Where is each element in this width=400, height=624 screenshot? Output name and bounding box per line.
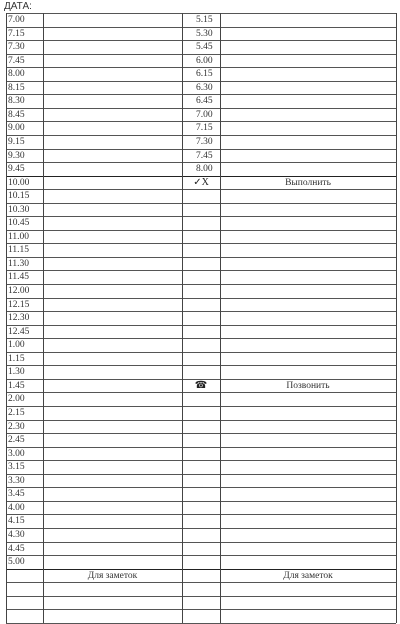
row-divider — [6, 609, 396, 610]
row-divider — [6, 542, 396, 543]
time-slot-right: 6.15 — [196, 69, 213, 80]
row-divider — [6, 298, 396, 299]
time-slot-left: 8.30 — [8, 96, 25, 107]
column-divider — [220, 13, 221, 623]
row-divider — [6, 460, 396, 461]
time-slot-left: 8.15 — [8, 82, 25, 93]
column-divider — [43, 13, 44, 623]
row-divider — [6, 487, 396, 488]
time-slot-left: 11.00 — [8, 231, 30, 242]
row-divider — [6, 433, 396, 434]
time-slot-left: 9.15 — [8, 136, 25, 147]
row-divider — [6, 596, 396, 597]
time-slot-left: 9.30 — [8, 150, 25, 161]
time-slot-right: 7.15 — [196, 123, 213, 134]
row-divider — [6, 365, 396, 366]
time-slot-right: 6.45 — [196, 96, 213, 107]
calls-section-label: Позвонить — [286, 380, 330, 391]
time-slot-left: 7.00 — [8, 15, 25, 25]
time-slot-left: 10.30 — [8, 204, 30, 215]
row-divider — [6, 203, 396, 204]
time-slot-left: 2.45 — [8, 435, 25, 446]
row-divider — [6, 257, 396, 258]
row-divider — [6, 352, 396, 353]
time-slot-left: 5.00 — [8, 557, 25, 567]
date-label: ДАТА: — [4, 1, 32, 12]
time-slot-left: 10.00 — [8, 177, 30, 188]
row-divider — [6, 325, 396, 326]
time-slot-left: 1.30 — [8, 367, 25, 378]
time-slot-left: 3.00 — [8, 448, 25, 459]
time-slot-left: 2.30 — [8, 421, 25, 432]
time-slot-left: 4.45 — [8, 543, 25, 554]
time-slot-left: 8.00 — [8, 69, 25, 80]
row-divider — [6, 474, 396, 475]
row-divider — [6, 338, 396, 339]
time-slot-left: 11.45 — [8, 272, 30, 283]
time-slot-left: 4.00 — [8, 502, 25, 513]
time-slot-right: 7.45 — [196, 150, 213, 161]
time-slot-right: 7.30 — [196, 136, 213, 147]
time-slot-left: 12.00 — [8, 286, 30, 296]
time-slot-left: 4.15 — [8, 516, 25, 527]
time-slot-left: 12.45 — [8, 326, 30, 337]
row-divider — [6, 447, 396, 448]
row-divider — [6, 189, 396, 190]
row-divider — [6, 501, 396, 502]
check-x-icon: ✓X — [193, 176, 209, 188]
time-slot-right: 5.15 — [196, 15, 213, 25]
time-slot-left: 2.00 — [8, 394, 25, 405]
time-slot-left: 10.15 — [8, 191, 30, 202]
row-divider — [6, 582, 396, 583]
time-slot-left: 1.15 — [8, 353, 25, 364]
notes-left-label: Для заметок — [87, 570, 138, 581]
row-divider — [6, 284, 396, 285]
time-slot-left: 11.30 — [8, 258, 30, 269]
todo-section-label: Выполнить — [285, 177, 331, 188]
time-slot-left: 1.45 — [8, 380, 25, 391]
time-slot-left: 3.30 — [8, 475, 25, 486]
time-slot-left: 4.30 — [8, 529, 25, 540]
time-slot-left: 12.15 — [8, 299, 30, 310]
row-divider — [6, 392, 396, 393]
time-slot-left: 10.45 — [8, 218, 30, 229]
time-slot-left: 8.45 — [8, 109, 25, 120]
time-slot-left: 7.30 — [8, 42, 25, 53]
column-divider — [396, 13, 397, 623]
time-slot-left: 12.30 — [8, 313, 30, 324]
column-divider — [182, 13, 183, 623]
row-divider — [6, 270, 396, 271]
row-divider — [6, 555, 396, 556]
time-slot-left: 2.15 — [8, 408, 25, 418]
time-slot-left: 9.00 — [8, 123, 25, 134]
row-divider — [6, 514, 396, 515]
time-slot-right: 7.00 — [196, 109, 213, 120]
time-slot-left: 7.45 — [8, 55, 25, 66]
row-divider — [6, 311, 396, 312]
row-divider — [6, 230, 396, 231]
time-slot-right: 8.00 — [196, 164, 213, 175]
row-divider — [6, 243, 396, 244]
time-slot-right: 5.45 — [196, 42, 213, 53]
time-slot-left: 3.45 — [8, 489, 25, 500]
row-divider — [6, 406, 396, 407]
time-slot-left: 1.00 — [8, 340, 25, 351]
row-divider — [6, 420, 396, 421]
time-slot-left: 11.15 — [8, 245, 30, 256]
telephone-icon: ☎ — [194, 379, 208, 391]
time-slot-right: 6.30 — [196, 82, 213, 93]
notes-right-label: Для заметок — [283, 570, 333, 581]
time-slot-left: 3.15 — [8, 462, 25, 473]
row-divider — [6, 528, 396, 529]
time-slot-left: 7.15 — [8, 28, 25, 39]
time-slot-right: 5.30 — [196, 28, 213, 39]
time-slot-left: 9.45 — [8, 164, 25, 175]
time-slot-right: 6.00 — [196, 55, 213, 66]
column-divider — [6, 13, 7, 623]
row-divider — [6, 216, 396, 217]
